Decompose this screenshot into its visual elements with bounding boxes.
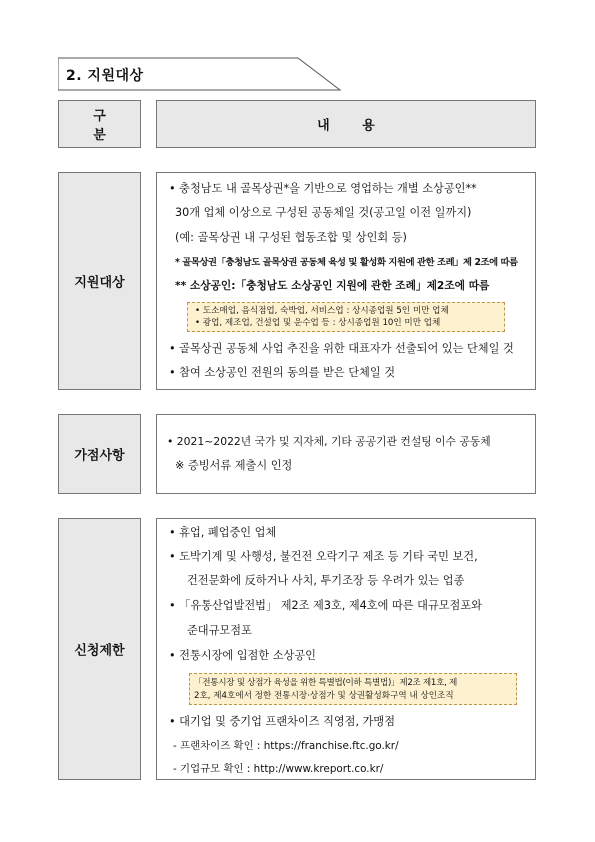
restrict-line-1: • 휴업, 폐업중인 업체: [169, 526, 277, 539]
restrict-label-cell: [58, 518, 141, 780]
support-label-cell: [58, 172, 141, 390]
header-col1: 구 분: [93, 109, 120, 143]
bonus-label-cell: [58, 414, 141, 494]
support-label: 지원대상: [74, 275, 125, 291]
support-note-line-1: • 도소매업, 음식점업, 숙박업, 서비스업 : 상시종업원 5인 미만 업체: [195, 306, 449, 316]
bonus-line-1: • 2021~2022년 국가 및 지자체, 기타 공공기관 컨설팅 이수 공동체: [167, 435, 491, 448]
restrict-line-3: 건전문화에 反하거나 사치, 투기조장 등 우려가 있는 업종: [187, 574, 465, 587]
header-col2-cell: [156, 100, 536, 148]
header-col2: 내 용: [317, 118, 389, 134]
support-line-after-1: • 골목상권 공동체 사업 추진을 위한 대표자가 선출되어 있는 단체일 것: [169, 342, 514, 355]
restrict-line-5: 준대규모점포: [187, 624, 252, 637]
support-line-3: (예: 골목상권 내 구성된 협동조합 및 상인회 등): [175, 231, 407, 244]
restrict-note-line-1: 「전통시장 및 상점가 육성을 위한 특별법(이하 특별법)」제2조 제1호, 제: [194, 678, 457, 688]
restrict-note-box: [189, 673, 517, 705]
support-line-after-2: • 참여 소상공인 전원의 동의를 받은 단체일 것: [169, 366, 396, 379]
restrict-label: 신청제한: [74, 643, 125, 659]
restrict-line-2: • 도박기계 및 사행성, 불건전 오락기구 제조 등 기타 국민 보건,: [169, 550, 478, 563]
support-content-cell: [156, 172, 536, 390]
restrict-line-6: • 전통시장에 입점한 소상공인: [169, 649, 316, 662]
restrict-line-after-1: • 대기업 및 중기업 프랜차이즈 직영점, 가맹점: [169, 715, 396, 728]
restrict-note-line-2: 2호, 제4호에서 정한 전통시장·상점가 및 상권활성화구역 내 상인조직: [194, 691, 454, 701]
support-note-line-2: • 광업, 제조업, 건설업 및 운수업 등 : 상시종업원 10인 미만 업체: [195, 318, 441, 328]
support-footnote-2: ** 소상공인:「충청남도 소상공인 지원에 관한 조례」제2조에 따름: [175, 279, 490, 292]
franchise-check-line: - 프랜차이즈 확인 : https://franchise.ftc.go.kr/: [173, 740, 399, 752]
support-line-1: • 충청남도 내 골목상권*을 기반으로 영업하는 개별 소상공인**: [169, 182, 477, 195]
support-note-box: [187, 302, 505, 332]
support-line-2: 30개 업체 이상으로 구성된 공동체일 것(공고일 이전 일까지): [175, 206, 472, 219]
restrict-content-cell: [156, 518, 536, 780]
restrict-line-4: • 「유통산업발전법」 제2조 제3호, 제4호에 따른 대규모점포와: [169, 599, 482, 612]
bonus-label: 가점사항: [74, 448, 125, 464]
support-footnote-1: * 골목상권「충청남도 골목상권 공동체 육성 및 활성화 지원에 관한 조례」제 2조에 따름: [175, 257, 518, 268]
section-title: 2. 지원대상: [66, 68, 144, 84]
section-title-box: [58, 57, 338, 91]
bonus-line-2: ※ 증빙서류 제출시 인정: [175, 459, 293, 472]
company-size-check-line: - 기업규모 확인 : http://www.kreport.co.kr/: [173, 763, 384, 775]
header-col1-cell: [58, 100, 141, 148]
bonus-content-cell: [156, 414, 536, 494]
